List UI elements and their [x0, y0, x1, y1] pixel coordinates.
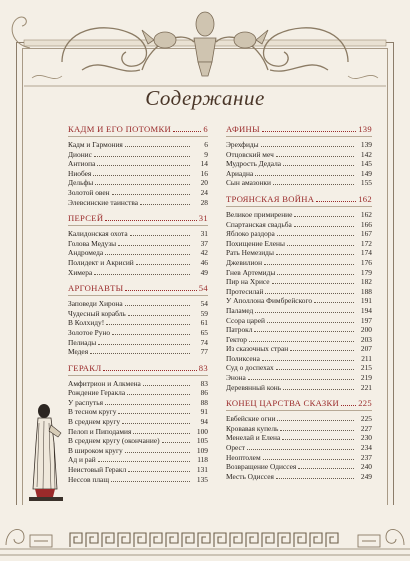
dot-leader	[261, 146, 354, 147]
dot-leader	[267, 322, 354, 323]
dot-leader	[125, 146, 190, 147]
toc-entry-label: В широком кругу	[68, 445, 123, 455]
dot-leader	[94, 156, 190, 157]
toc-entry-page: 197	[360, 315, 372, 325]
section-heading-label: ПЕРСЕЙ	[68, 213, 104, 224]
toc-entry-page: 172	[360, 238, 372, 248]
toc-entry[interactable]	[68, 475, 208, 485]
toc-entry-label: В тесном кругу	[68, 407, 117, 417]
toc-entry-label: Месть Одиссея	[226, 471, 274, 481]
toc-entry-label: Нессов плащ	[68, 474, 110, 484]
toc-entry-label: Протесилай	[226, 286, 264, 296]
toc-entry[interactable]	[226, 248, 372, 258]
toc-entry-page: 100	[196, 426, 208, 436]
section-heading[interactable]	[68, 124, 208, 137]
toc-entry-page: 91	[200, 407, 208, 417]
toc-entry[interactable]	[226, 287, 372, 297]
toc-entry-label: Менелай и Елена	[226, 433, 281, 443]
section-heading[interactable]	[226, 398, 372, 411]
toc-entry-page: 155	[360, 178, 372, 188]
toc-right-column	[226, 124, 372, 487]
toc-entry[interactable]	[68, 379, 208, 389]
section-page-number: 225	[358, 398, 372, 409]
toc-entry[interactable]	[68, 427, 208, 437]
toc-entry-page: 54	[200, 299, 208, 309]
toc-entry-label: Золотое Руно	[68, 327, 111, 337]
toc-entry[interactable]	[68, 140, 208, 150]
toc-section	[226, 124, 372, 188]
toc-entry-label: Элевсинские таинства	[68, 197, 139, 207]
dot-leader	[125, 452, 190, 453]
dot-leader	[276, 254, 354, 255]
dot-leader	[273, 184, 354, 185]
toc-entry[interactable]	[68, 198, 208, 208]
dot-leader	[264, 264, 354, 265]
toc-entry[interactable]	[68, 347, 208, 357]
toc-entry-page: 203	[360, 334, 372, 344]
toc-entry-label: Эрехфиды	[226, 140, 259, 149]
dot-leader	[249, 341, 354, 342]
toc-entry-page: 142	[360, 149, 372, 159]
toc-entry-label: Орест	[226, 443, 246, 453]
toc-entry[interactable]	[68, 446, 208, 456]
dot-leader	[283, 165, 354, 166]
toc-entry-page: 20	[200, 178, 208, 188]
toc-entry-page: 59	[200, 308, 208, 318]
toc-entry[interactable]	[68, 150, 208, 160]
dot-leader	[247, 449, 354, 450]
corner-scroll-icon	[4, 10, 34, 50]
toc-entry-label: Химера	[68, 267, 93, 277]
dot-leader	[105, 220, 196, 221]
dot-leader	[276, 478, 354, 479]
toc-entry-page: 9	[204, 149, 208, 159]
toc-entry-page: 167	[360, 229, 372, 239]
toc-entry[interactable]	[68, 398, 208, 408]
dot-leader	[143, 385, 190, 386]
dot-leader	[283, 389, 354, 390]
toc-entry-label: В среднем кругу (окончание)	[68, 436, 160, 446]
dot-leader	[255, 312, 354, 313]
toc-entry-label: Чудесный корабль	[68, 308, 126, 318]
toc-entry-page: 37	[200, 238, 208, 248]
toc-entry-label: Калидонская охота	[68, 229, 128, 239]
dot-leader	[262, 360, 354, 361]
toc-entry-page: 149	[360, 168, 372, 178]
toc-entry-label: Дионис	[68, 149, 92, 159]
dot-leader	[280, 430, 354, 431]
toc-entry-page: 225	[360, 414, 372, 424]
toc-entry-page: 135	[196, 474, 208, 484]
toc-entry-page: 46	[200, 257, 208, 267]
toc-entry-page: 227	[360, 423, 372, 433]
dot-leader	[105, 254, 190, 255]
dot-leader	[128, 471, 190, 472]
toc-section	[68, 283, 208, 357]
dot-leader	[265, 293, 354, 294]
dot-leader	[122, 423, 190, 424]
toc-entry-page: 219	[360, 373, 372, 383]
toc-entry-page: 74	[200, 337, 208, 347]
toc-entry-page: 42	[200, 248, 208, 258]
dot-leader	[94, 274, 190, 275]
toc-entry-label: Ниобея	[68, 168, 92, 178]
toc-entry[interactable]	[226, 363, 372, 373]
toc-entry-label: Дельфы	[68, 178, 94, 188]
toc-entry[interactable]	[68, 248, 208, 258]
toc-entry-page: 77	[200, 347, 208, 357]
toc-entry-page: 234	[360, 443, 372, 453]
toc-entry-page: 237	[360, 452, 372, 462]
toc-entry-label: Поликсена	[226, 353, 260, 363]
toc-entry-label: Антиопа	[68, 159, 96, 169]
dot-leader	[272, 283, 354, 284]
toc-section	[68, 363, 208, 485]
dot-leader	[263, 459, 354, 460]
toc-entry-page: 86	[200, 388, 208, 398]
dot-leader	[106, 324, 190, 325]
page-title: Содержание	[145, 86, 265, 110]
toc-entry-page: 176	[360, 257, 372, 267]
section-heading[interactable]	[68, 283, 208, 296]
dot-leader	[316, 201, 356, 202]
toc-entry-label: Деревянный конь	[226, 382, 282, 392]
toc-entry[interactable]	[68, 455, 208, 465]
toc-entry-label: Кадм и Гармония	[68, 140, 123, 149]
toc-entry-label: Суд о доспехах	[226, 363, 274, 373]
toc-entry[interactable]	[226, 229, 372, 239]
toc-entry-label: Голова Медузы	[68, 238, 117, 248]
toc-entry-page: 24	[200, 187, 208, 197]
toc-entry-label: Сын амазонки	[226, 178, 271, 188]
dot-leader	[130, 235, 190, 236]
toc-entry[interactable]	[226, 150, 372, 160]
toc-entry[interactable]	[226, 344, 372, 354]
toc-entry[interactable]	[226, 424, 372, 434]
toc-entry-label: Амфитрион и Алкмена	[68, 378, 141, 388]
toc-entry[interactable]	[68, 169, 208, 179]
toc-entry-page: 131	[196, 465, 208, 475]
toc-entry[interactable]	[226, 258, 372, 268]
toc-entry-label: Ариадна	[226, 168, 254, 178]
section-heading-label: КАДМ И ЕГО ПОТОМКИ	[68, 124, 172, 134]
dot-leader	[276, 156, 354, 157]
toc-entry-label: Пелоп и Пиподамия	[68, 426, 132, 436]
toc-entry[interactable]	[68, 328, 208, 338]
section-heading[interactable]	[68, 213, 208, 226]
dot-leader	[112, 334, 190, 335]
section-page-number: 31	[198, 213, 208, 224]
toc-entry-label: Андромеда	[68, 248, 104, 258]
toc-entry-label: Патрокл	[226, 325, 253, 335]
meander-border-icon	[0, 505, 410, 561]
section-page-number: 162	[358, 193, 372, 204]
toc-entry-page: 240	[360, 462, 372, 472]
dot-leader	[97, 165, 190, 166]
toc-entry[interactable]	[226, 169, 372, 179]
toc-section	[226, 194, 372, 392]
toc-entry[interactable]	[226, 159, 372, 169]
dot-leader	[173, 131, 201, 132]
toc-section	[226, 398, 372, 481]
toc-entry[interactable]	[68, 309, 208, 319]
toc-entry-page: 105	[196, 436, 208, 446]
dot-leader	[277, 420, 354, 421]
toc-entry-page: 200	[360, 325, 372, 335]
toc-entry-label: Ссора царей	[226, 315, 265, 325]
toc-entry[interactable]	[68, 388, 208, 398]
toc-entry[interactable]	[68, 188, 208, 198]
greek-figure-illustration-icon	[27, 403, 65, 521]
toc-entry[interactable]	[226, 268, 372, 278]
toc-entry-label: Полидект и Акрисий	[68, 257, 134, 267]
toc-entry-label: Пир на Хрисе	[226, 277, 270, 287]
toc-entry[interactable]	[226, 140, 372, 150]
toc-entry-label: Пелиады	[68, 337, 97, 347]
toc-entry-label: Гнев Артемиды	[226, 267, 276, 277]
dot-leader	[140, 204, 190, 205]
toc-entry[interactable]	[68, 417, 208, 427]
dot-leader	[287, 245, 354, 246]
toc-entry[interactable]	[226, 443, 372, 453]
toc-entry-label: Евбейские огни	[226, 414, 276, 424]
toc-entry-page: 88	[200, 397, 208, 407]
toc-entry-page: 207	[360, 344, 372, 354]
dot-leader	[262, 131, 356, 132]
toc-entry-label: Спартанская свадьба	[226, 219, 292, 229]
toc-entry[interactable]	[226, 220, 372, 230]
toc-entry-label: В Колхиду!	[68, 318, 105, 328]
toc-entry-label: Великое примирение	[226, 209, 293, 219]
dot-leader	[341, 405, 356, 406]
toc-entry[interactable]	[226, 383, 372, 393]
toc-entry-label: Возвращение Одиссея	[226, 462, 297, 472]
toc-entry-page: 194	[360, 305, 372, 315]
toc-entry-page: 188	[360, 286, 372, 296]
toc-entry[interactable]	[68, 268, 208, 278]
toc-entry-page: 162	[360, 209, 372, 219]
dot-leader	[93, 175, 190, 176]
toc-entry[interactable]	[68, 407, 208, 417]
toc-entry[interactable]	[226, 433, 372, 443]
toc-entry[interactable]	[68, 299, 208, 309]
toc-entry-label: Похищение Елены	[226, 238, 285, 248]
toc-section	[68, 124, 208, 207]
dot-leader	[133, 433, 190, 434]
toc-entry[interactable]	[68, 178, 208, 188]
dot-leader	[105, 404, 190, 405]
toc-entry[interactable]	[68, 338, 208, 348]
toc-entry[interactable]	[68, 465, 208, 475]
toc-entry-label: Золотой овен	[68, 187, 110, 197]
section-heading-label: АФИНЫ	[226, 124, 260, 134]
dot-leader	[277, 274, 354, 275]
dot-leader	[98, 344, 190, 345]
dot-leader	[111, 481, 190, 482]
dot-leader	[290, 350, 354, 351]
toc-entry-label: Рать Немезиды	[226, 248, 274, 258]
toc-entry[interactable]	[226, 373, 372, 383]
toc-entry[interactable]	[226, 296, 372, 306]
toc-entry-page: 221	[360, 382, 372, 392]
toc-entry[interactable]	[226, 210, 372, 220]
section-heading[interactable]	[226, 194, 372, 207]
toc-entry-page: 49	[200, 267, 208, 277]
toc-entry-label: Неистовый Геракл	[68, 465, 127, 475]
toc-entry-page: 211	[361, 353, 372, 363]
toc-entry-label: Джевилион	[226, 257, 263, 267]
toc-left-column	[68, 124, 208, 490]
dot-leader	[248, 379, 354, 380]
toc-entry-label: Яблоко раздора	[226, 229, 275, 239]
toc-entry[interactable]	[68, 258, 208, 268]
section-heading[interactable]	[68, 363, 208, 376]
toc-entry-label: У Аполлона Фимбрейского	[226, 296, 313, 306]
toc-entry-page: 139	[360, 140, 372, 149]
toc-entry-page: 249	[360, 471, 372, 481]
section-page-number: 6	[203, 124, 208, 134]
dot-leader	[128, 315, 190, 316]
section-page-number: 54	[198, 283, 208, 294]
dot-leader	[255, 175, 354, 176]
dot-leader	[277, 235, 354, 236]
dot-leader	[125, 290, 196, 291]
dot-leader	[282, 439, 354, 440]
toc-entry[interactable]	[226, 354, 372, 364]
toc-entry[interactable]	[68, 239, 208, 249]
toc-entry-page: 179	[360, 267, 372, 277]
toc-entry-label: Медея	[68, 347, 89, 357]
toc-entry[interactable]	[226, 414, 372, 424]
toc-entry[interactable]	[226, 178, 372, 188]
toc-entry[interactable]	[68, 159, 208, 169]
dot-leader	[98, 461, 190, 462]
dot-leader	[112, 194, 190, 195]
ornamental-frieze-icon	[22, 0, 388, 92]
toc-section	[68, 213, 208, 277]
dot-leader	[127, 394, 190, 395]
toc-entry[interactable]	[226, 277, 372, 287]
dot-leader	[136, 264, 190, 265]
toc-entry-label: Паламед	[226, 305, 254, 315]
toc-entry-page: 191	[360, 296, 372, 306]
toc-entry-label: Рождение Геракла	[68, 388, 126, 398]
toc-entry[interactable]	[226, 453, 372, 463]
section-page-number: 83	[198, 362, 208, 373]
toc-entry[interactable]	[226, 306, 372, 316]
toc-entry-label: Заповеди Хирона	[68, 299, 123, 309]
dot-leader	[298, 468, 354, 469]
dot-leader	[95, 184, 190, 185]
toc-entry-page: 16	[200, 168, 208, 178]
toc-entry-page: 94	[200, 417, 208, 427]
toc-entry-label: Энона	[226, 373, 246, 383]
dot-leader	[125, 305, 190, 306]
dot-leader	[294, 226, 354, 227]
toc-entry-page: 174	[360, 248, 372, 258]
toc-entry-label: Неоптолем	[226, 452, 261, 462]
dot-leader	[294, 216, 354, 217]
dot-leader	[103, 370, 196, 371]
toc-entry-page: 145	[360, 159, 372, 169]
toc-entry[interactable]	[68, 436, 208, 446]
toc-entry-label: Кровавая купель	[226, 423, 279, 433]
toc-entry[interactable]	[226, 472, 372, 482]
section-heading-label: АРГОНАВТЫ	[68, 283, 124, 294]
toc-entry-label: Из сказочных стран	[226, 344, 289, 354]
dot-leader	[276, 369, 354, 370]
toc-entry-label: Отцовский меч	[226, 149, 274, 159]
toc-entry[interactable]	[68, 318, 208, 328]
dot-leader	[118, 413, 190, 414]
dot-leader	[118, 245, 190, 246]
dot-leader	[162, 442, 190, 443]
section-heading-label: ТРОЯНСКАЯ ВОЙНА	[226, 193, 315, 204]
toc-entry-label: У распутья	[68, 397, 103, 407]
toc-entry-page: 31	[200, 229, 208, 239]
section-heading[interactable]	[226, 124, 372, 137]
toc-entry-label: В среднем кругу	[68, 417, 121, 427]
toc-entry-page: 6	[204, 140, 208, 149]
toc-entry[interactable]	[226, 462, 372, 472]
toc-entry[interactable]	[226, 335, 372, 345]
dot-leader	[314, 302, 354, 303]
section-page-number: 139	[358, 124, 372, 134]
toc-entry-page: 215	[360, 363, 372, 373]
toc-entry[interactable]	[226, 239, 372, 249]
toc-entry-page: 65	[200, 327, 208, 337]
dot-leader	[90, 353, 190, 354]
toc-entry-page: 166	[360, 219, 372, 229]
toc-entry-page: 28	[200, 197, 208, 207]
toc-entry-label: Ад и рай	[68, 455, 96, 465]
toc-entry-label: Мудрость Дедала	[226, 159, 282, 169]
toc-entry[interactable]	[226, 316, 372, 326]
toc-entry-page: 83	[200, 378, 208, 388]
toc-entry[interactable]	[68, 229, 208, 239]
dot-leader	[254, 331, 354, 332]
toc-entry-page: 109	[196, 445, 208, 455]
section-heading-label: ГЕРАКЛ	[68, 362, 102, 373]
toc-entry-page: 118	[197, 455, 208, 465]
section-heading-label: КОНЕЦ ЦАРСТВА СКАЗКИ	[226, 398, 340, 409]
toc-entry-page: 230	[360, 433, 372, 443]
toc-entry-page: 61	[200, 318, 208, 328]
toc-entry[interactable]	[226, 325, 372, 335]
toc-entry-label: Гектор	[226, 334, 248, 344]
toc-entry-page: 14	[200, 159, 208, 169]
toc-entry-page: 182	[360, 277, 372, 287]
